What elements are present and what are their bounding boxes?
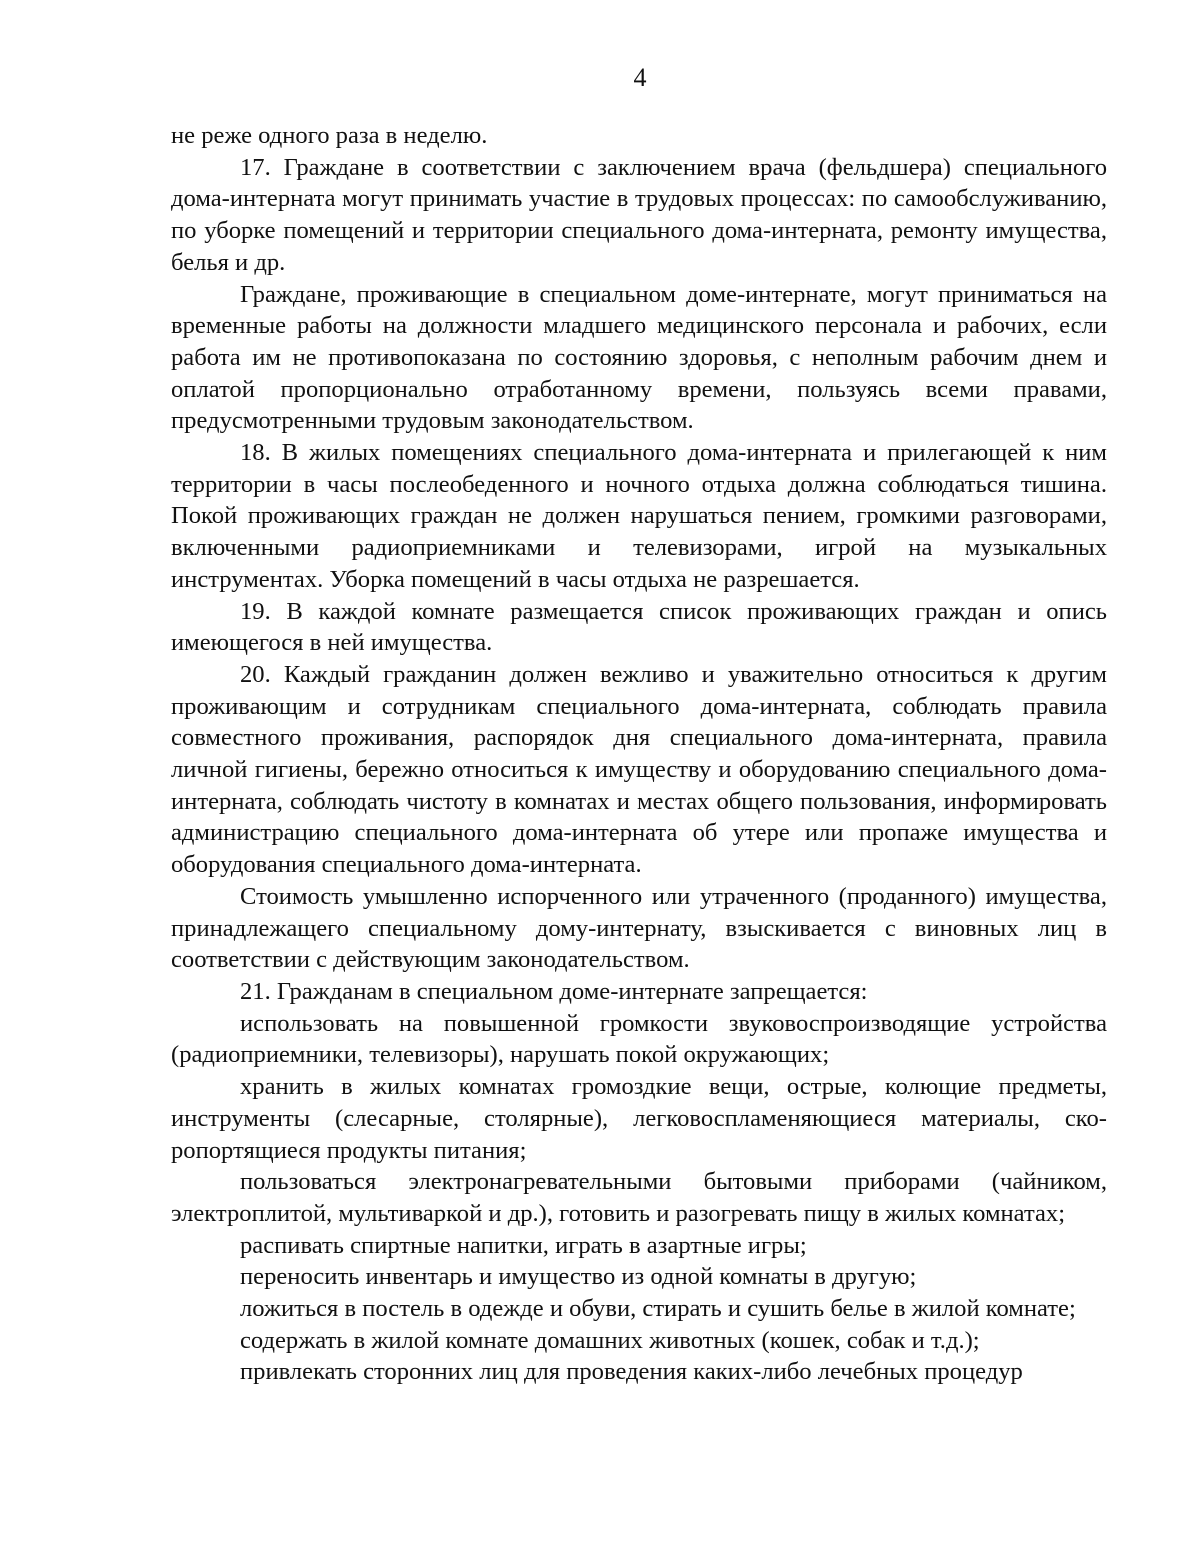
list-item-bulky-items: хранить в жилых комнатах громоздкие вещи, острые, колющие предметы, инструменты (слесарные, столярные), легковоспламеняющиеся материалы, скоропортящиеся продукты питания; bbox=[171, 1073, 1107, 1164]
list-item-alcohol-gambling: распивать спиртные напитки, играть в азартные игры; bbox=[240, 1231, 807, 1259]
page-number: 4 bbox=[633, 63, 647, 92]
list-item-third-parties: привлекать сторонних лиц для проведения каких-либо лечебных процедур bbox=[240, 1358, 1023, 1386]
paragraph-item-20: 20. Каждый гражданин должен вежливо и уважительно относиться к другим проживающим и сотрудникам специального дома-интерната, соблюдать правила совместного проживания, распорядок дня специального дома-интерната, правила личной гигиены, бережно относиться к имуществу и оборудованию специального дома-интерната, соблюдать чистоту в комнатах и местах общего пользования, информировать администрацию специального дома-интерната об утере или пропаже имущества и оборудования специального дома-интерната. bbox=[171, 660, 1107, 879]
paragraph-item-21: 21. Гражданам в специальном доме-интернате запрещается: bbox=[240, 977, 868, 1005]
paragraph-temporary-work: Граждане, проживающие в специальном доме-интернате, могут приниматься на временные работы на должности младшего медицинского персонала и рабочих, если работа им не противопоказана по состоянию здоровья, с неполным рабочим днем и оплатой пропорционально отработанному времени, пользуясь всеми правами, предусмотренными трудовым законодательством. bbox=[171, 280, 1107, 435]
list-item-clothes-in-bed: ложиться в постель в одежде и обуви, стирать и сушить белье в жилой комнате; bbox=[240, 1295, 1076, 1323]
list-item-moving-inventory: переносить инвентарь и имущество из одной комнаты в другую; bbox=[240, 1263, 917, 1291]
paragraph-item-17: 17. Граждане в соответствии с заключением врача (фельдшера) специального дома-интерната могут принимать участие в трудовых процессах: по самообслуживанию, по уборке помещений и территории специального дома-интерната, ремонту имущества, белья и др. bbox=[171, 153, 1107, 276]
document-body bbox=[171, 120, 1107, 1388]
paragraph-damage-cost: Стоимость умышленно испорченного или утраченного (проданного) имущества, принадлежащего специальному дому-интернату, взыскивается с виновных лиц в соответствии с действующим законодательством. bbox=[171, 882, 1107, 974]
list-item-sound-devices: использовать на повышенной громкости звуковоспроизводящие устройства (радиоприемники, телевизоры), нарушать покой окружающих; bbox=[171, 1009, 1107, 1069]
paragraph-item-18: 18. В жилых помещениях специального дома-интерната и прилегающей к ним территории в часы послеобеденного и ночного отдыха должна соблюдаться тишина. Покой проживающих граждан не должен нарушаться пением, громкими разговорами, включенными радиоприемниками и телевизорами, игрой на музыкальных инструментах. Уборка помещений в часы отдыха не разрешается. bbox=[171, 439, 1107, 593]
list-item-pets: содержать в жилой комнате домашних животных (кошек, собак и т.д.); bbox=[240, 1326, 980, 1354]
paragraph-continuation: не реже одного раза в неделю. bbox=[171, 122, 488, 149]
list-item-heating-appliances: пользоваться электронагревательными бытовыми приборами (чайником, электроплитой, мультиваркой и др.), готовить и разогревать пищу в жилых комнатах; bbox=[171, 1168, 1107, 1227]
paragraph-item-19: 19. В каждой комнате размещается список проживающих граждан и опись имеющегося в ней имущества. bbox=[171, 597, 1107, 657]
